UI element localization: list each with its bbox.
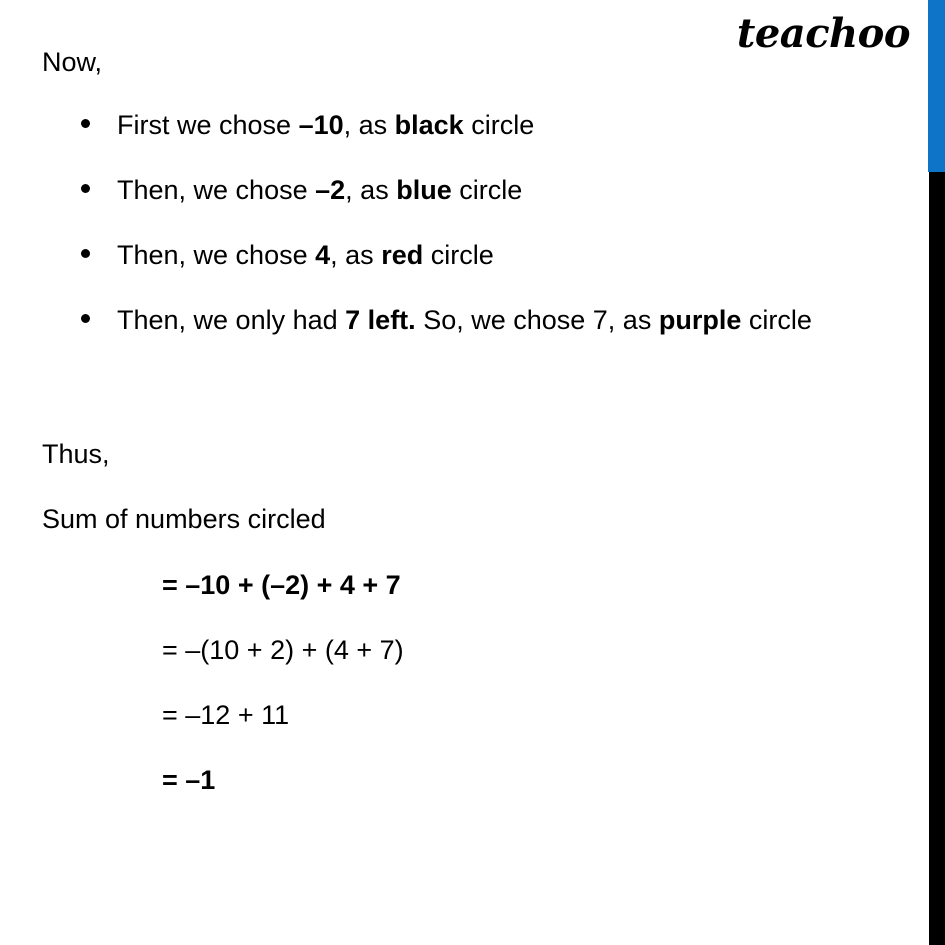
bullet-mid-text: , as (343, 110, 395, 140)
bullet-pre-text: Then, we chose (117, 175, 316, 205)
bullet-dot-icon (81, 184, 90, 193)
bullet-pre-text: Then, we only had (117, 305, 346, 335)
bullet-color-word: purple (658, 305, 742, 335)
equation-line: = –1 (162, 765, 216, 795)
bullet-post-text: circle (451, 175, 523, 205)
bullet-pre-text: Then, we chose (117, 240, 316, 270)
bullet-post-text: circle (741, 305, 812, 335)
thus-text: Thus, (42, 439, 110, 469)
bullet-text (117, 240, 494, 271)
teachoo-logo: teachoo (736, 10, 910, 57)
bullet-mid-text: So, we chose 7, as (415, 305, 659, 335)
bullet-post-text: circle (423, 240, 494, 270)
bullet-dot-icon (81, 314, 90, 323)
equation-line: = –12 + 11 (162, 700, 290, 730)
bullet-mid-text: , as (345, 175, 397, 205)
bullet-mid-text: , as (330, 240, 382, 270)
sum-of-numbers-label: Sum of numbers circled (42, 504, 326, 534)
bullet-dot-icon (81, 119, 90, 128)
bullet-dot-icon (81, 249, 90, 258)
equation-block (162, 570, 862, 830)
right-edge-black-bar (929, 172, 945, 945)
bullet-text (117, 175, 522, 206)
bullet-post-text: circle (463, 110, 535, 140)
equation-line: = –10 + (–2) + 4 + 7 (162, 570, 401, 600)
list-item (42, 305, 902, 370)
list-item (42, 110, 902, 175)
bullet-value: 4 (315, 240, 331, 270)
bullet-text (117, 110, 534, 141)
bullet-list (42, 110, 902, 370)
bullet-value: 7 left. (345, 305, 416, 335)
list-item (42, 240, 902, 305)
right-edge-blue-bar (928, 0, 945, 172)
bullet-color-word: black (394, 110, 464, 140)
bullet-color-word: blue (396, 175, 452, 205)
bullet-value: –10 (298, 110, 344, 140)
list-item (42, 175, 902, 240)
intro-now-text: Now, (42, 47, 103, 77)
equation-line: = –(10 + 2) + (4 + 7) (162, 635, 404, 665)
bullet-pre-text: First we chose (117, 110, 299, 140)
bullet-value: –2 (315, 175, 346, 205)
bullet-text (117, 305, 812, 336)
bullet-color-word: red (381, 240, 424, 270)
